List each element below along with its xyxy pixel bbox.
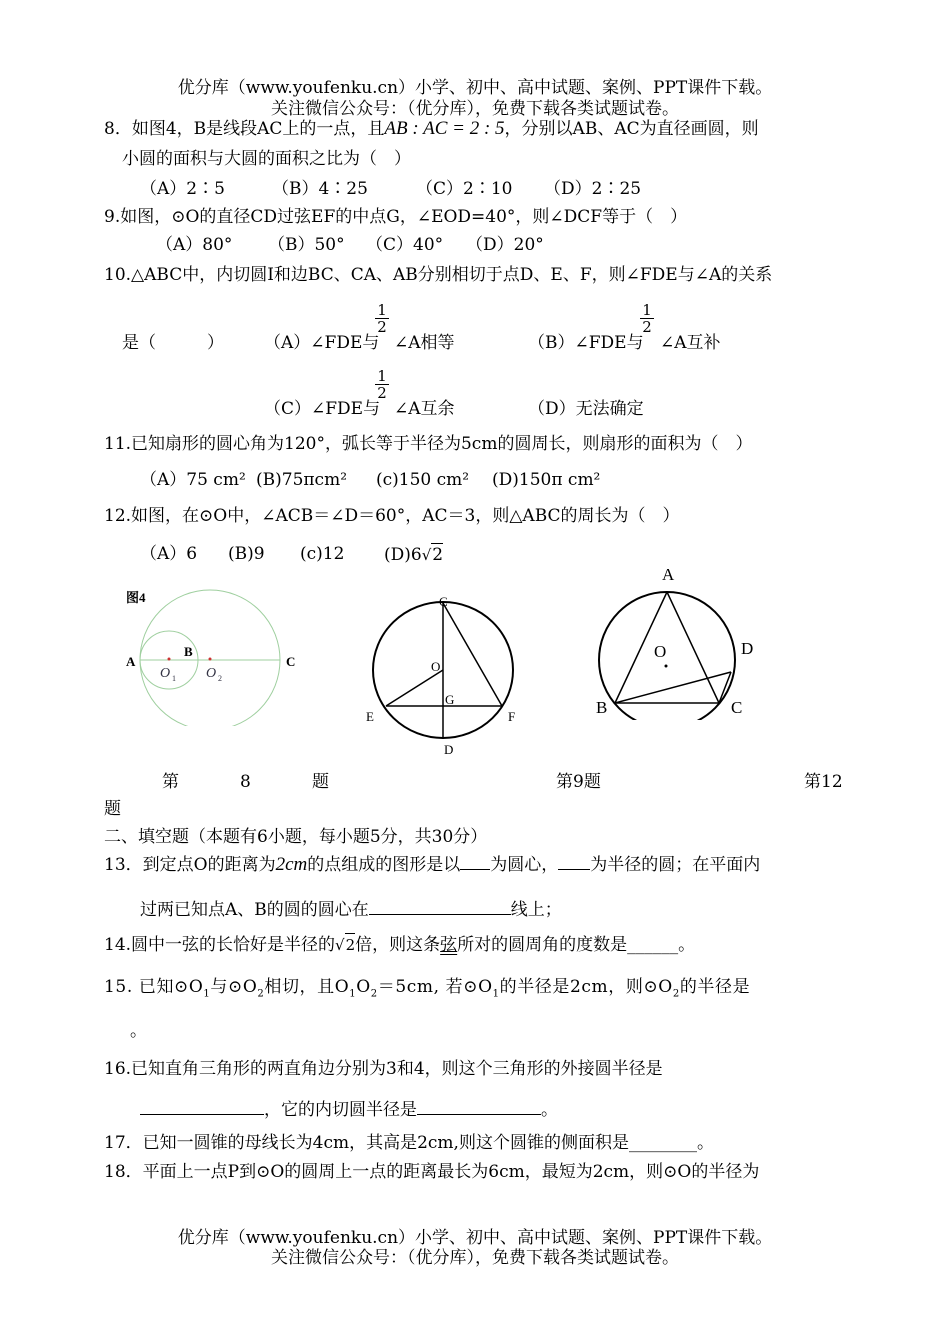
fig12-label-c: C	[731, 698, 743, 717]
q10-option-a-pre: （A）∠FDE与	[264, 333, 380, 353]
header-line-2: 关注微信公众号：（优分库），免费下载各类试题试卷。	[271, 99, 679, 119]
q18-line: 18．平面上一点P到⊙O的圆周上一点的距离最长为6cm，最短为2cm，则⊙O的半径为	[104, 1162, 760, 1182]
q10-fraction-a: $\frac{1}{2}$	[375, 302, 389, 335]
q11-option-a: （A）75 cm²	[140, 470, 246, 490]
fig12-label-d: D	[741, 639, 754, 658]
q10-lead: 是（ ）	[122, 333, 224, 353]
q13-value: 2cm	[275, 854, 308, 875]
fig9-label-c: C	[439, 594, 448, 609]
header-line-1: 优分库（www.youfenku.cn）小学、初中、高中试题、案例、PPT课件下载。	[177, 78, 773, 98]
q10-option-a-post: ∠A相等	[394, 333, 455, 353]
fig4-label-b: B	[184, 644, 193, 659]
figure-12	[588, 560, 778, 720]
section-2-title: 二、填空题（本题有6小题，每小题5分，共30分）	[104, 827, 488, 847]
fig9-label-g: G	[445, 692, 455, 707]
q8-option-b: （B）4∶25	[272, 179, 368, 199]
figure-9	[360, 590, 530, 765]
fig9-segment-cf	[443, 603, 502, 706]
q10-option-b-post: ∠A互补	[660, 333, 721, 353]
fig4-label-c: C	[286, 654, 296, 669]
figure-4	[118, 586, 308, 726]
q12-option-c: (c)12	[300, 544, 345, 564]
q15-line-1: 15. 已知$⊙O_1$与$⊙O_2$相切，且$O_1O_2=5cm$, 若$⊙O_1$的半径是2cm，则$⊙O_2$的半径是	[104, 977, 751, 1000]
q11-option-d: (D)150π cm²	[492, 470, 601, 490]
fig4-label-o2-sub: 2	[218, 674, 222, 683]
q10-option-d: （D）无法确定	[528, 399, 644, 419]
footer-line-2: 关注微信公众号：（优分库），免费下载各类试题试卷。	[271, 1248, 679, 1268]
q13-blank-3[interactable]	[369, 897, 511, 915]
fig12-label-b: B	[596, 698, 608, 717]
fig4-label-o1: O	[160, 666, 171, 681]
q13-blank-2[interactable]	[558, 852, 590, 870]
q8-option-c: （C）2∶10	[416, 179, 513, 199]
q10-option-b-pre: （B）∠FDE与	[528, 333, 644, 353]
fig4-label-o1-sub: 1	[172, 674, 176, 683]
caption-q9: 第9题	[556, 772, 601, 792]
fig12-label-o: O	[654, 642, 667, 661]
q13-line-2: 过两已知点A、B的圆的圆心在 线上；	[140, 897, 562, 921]
q9-option-b: （B）50°	[268, 235, 345, 255]
q12-text: 12.如图，在⊙O中，∠ACB＝∠D＝60°，AC＝3，则△ABC的周长为（ ）	[104, 506, 680, 526]
caption-q8-c: 题	[312, 772, 329, 792]
fig4-title: 图4	[126, 590, 146, 605]
fig4-label-o2: O	[206, 666, 217, 681]
q11-option-c: (c)150 cm²	[376, 470, 470, 490]
q10-text: 10.△ABC中，内切圆I和边BC、CA、AB分别相切于点D、E、F，则∠FDE与∠A的关系	[104, 265, 773, 285]
q13-blank-1[interactable]	[460, 852, 490, 870]
q11-option-b: (B)75πcm²	[256, 470, 348, 490]
q9-option-c: （C）40°	[366, 235, 444, 255]
q11-text: 11.已知扇形的圆心角为120°，弧长等于半径为5cm的圆周长，则扇形的面积为（ ）	[104, 434, 753, 454]
q15-line-2: 。	[130, 1021, 147, 1041]
q10-fraction-c: $\frac{1}{2}$	[375, 368, 389, 401]
caption-q12: 第12	[804, 772, 843, 792]
q9-text: 9.如图，⊙O的直径CD过弦EF的中点G，∠EOD=40°，则∠DCF等于（ ）	[104, 207, 688, 227]
q10-option-c-pre: （C）∠FDE与	[264, 399, 381, 419]
q8-option-d: （D）2∶25	[544, 179, 642, 199]
fig9-label-o: O	[431, 659, 441, 674]
fig12-circle	[599, 592, 735, 720]
fig12-label-a: A	[662, 565, 675, 584]
fig9-segment-oe	[386, 670, 443, 706]
fig12-center-dot	[665, 665, 668, 668]
q13-line-1: 13．到定点O的距离为2cm的点组成的图形是以 为圆心， 为半径的圆；在平面内	[104, 854, 761, 875]
footer-line-1: 优分库（www.youfenku.cn）小学、初中、高中试题、案例、PPT课件下载。	[177, 1228, 773, 1248]
q16-line-2: ，它的内切圆半径是 。	[140, 1097, 558, 1121]
q8-line-1: 8．如图4，B是线段AC上的一点，且AB : AC = 2 : 5，分别以AB、AC为直径画圆，则	[104, 118, 759, 139]
q8-ratio: AB : AC = 2 : 5	[384, 118, 505, 139]
fig12-segment-bd	[615, 672, 731, 703]
q14-line: 14.圆中一弦的长恰好是半径的√2倍，则这条弦所对的圆周角的度数是______。	[104, 935, 696, 955]
q10-fraction-b: $\frac{1}{2}$	[640, 302, 654, 335]
fig4-point-o1	[168, 658, 171, 661]
fig4-point-o2	[209, 658, 212, 661]
q10-option-c-post: ∠A互余	[394, 399, 455, 419]
caption-q8-a: 第	[162, 772, 179, 792]
caption-q8-b: 8	[240, 772, 251, 792]
q9-option-a: （A）80°	[156, 235, 233, 255]
q17-line: 17．已知一圆锥的母线长为4cm，其高是2cm,则这个圆锥的侧面积是________。	[104, 1133, 714, 1153]
q9-option-d: （D）20°	[466, 235, 544, 255]
fig9-label-e: E	[366, 709, 374, 724]
q12-option-a: （A）6	[140, 544, 198, 564]
q12-option-d: (D)6√2	[384, 545, 444, 565]
q12-option-b: (B)9	[228, 544, 265, 564]
fig4-label-a: A	[126, 654, 136, 669]
caption-q12-wrap: 题	[104, 799, 121, 819]
fig9-label-d: D	[444, 742, 454, 757]
q16-line-1: 16.已知直角三角形的两直角边分别为3和4，则这个三角形的外接圆半径是	[104, 1059, 663, 1079]
q16-blank-1[interactable]	[140, 1097, 264, 1115]
q8-option-a: （A）2∶5	[140, 179, 225, 199]
q16-blank-2[interactable]	[417, 1097, 541, 1115]
q8-line-2: 小圆的面积与大圆的面积之比为（ ）	[122, 149, 411, 169]
fig9-label-f: F	[508, 709, 516, 724]
